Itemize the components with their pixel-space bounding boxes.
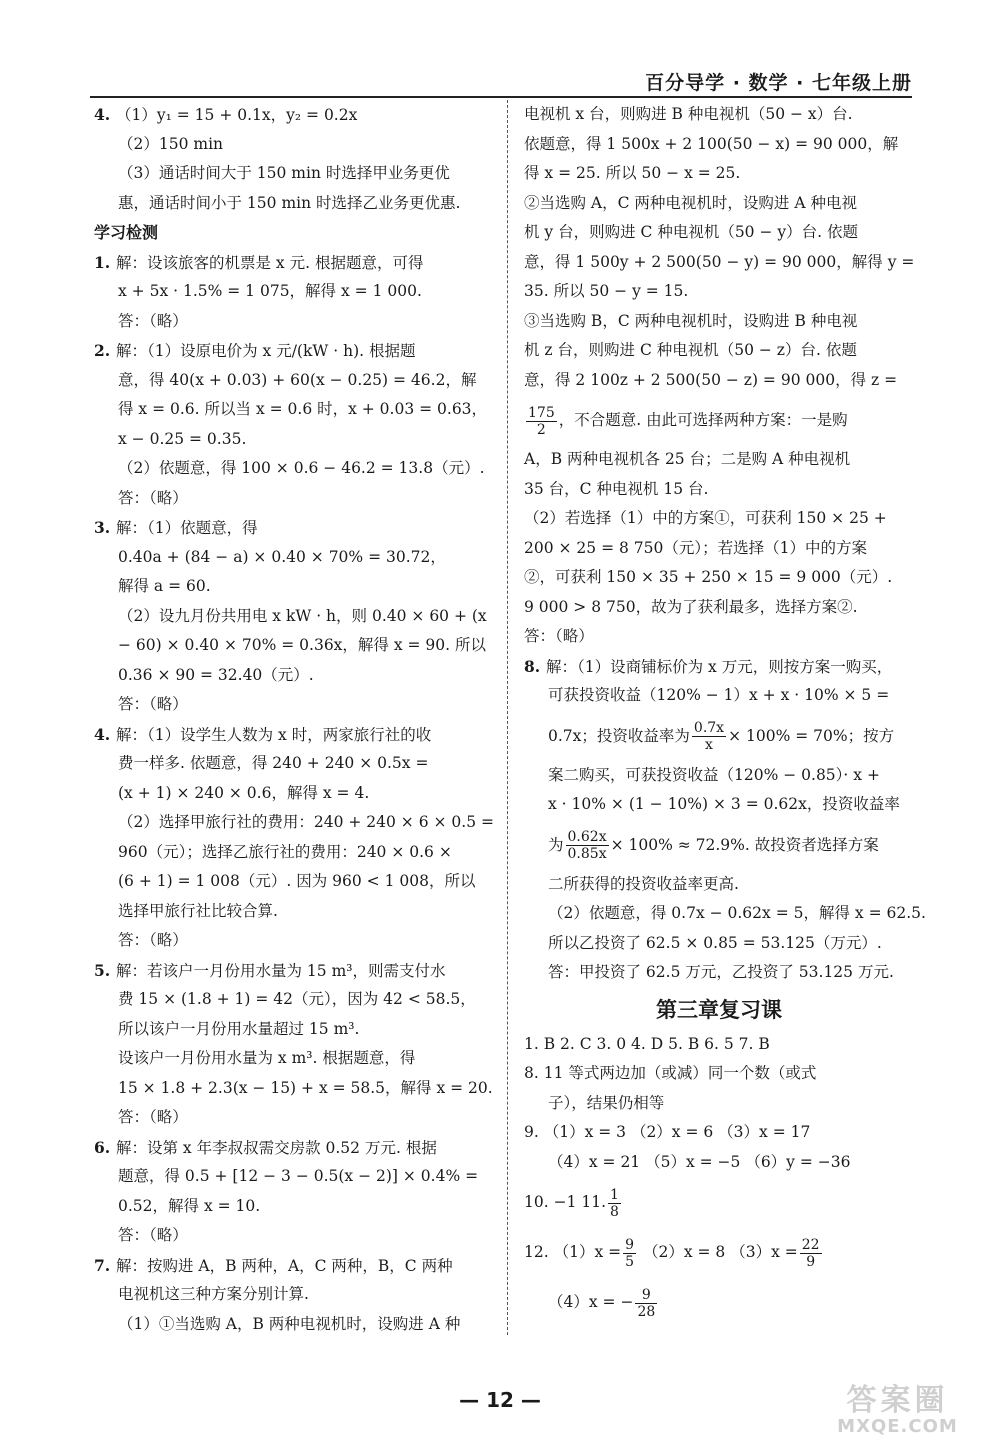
answer-line	[94, 1192, 490, 1222]
answer-line	[94, 130, 490, 160]
review-line-3: 子），结果仍相等	[548, 1093, 665, 1112]
answer-text: 0.36 × 90 = 32.40（元）.	[118, 665, 314, 684]
answer-line	[94, 602, 490, 632]
q8-line-8: （2）依题意，得 0.7x − 0.62x = 5，解得 x = 62.5.	[548, 904, 926, 922]
question-number: 2.	[94, 341, 111, 360]
q8-line-4: 案二购买，可获投资收益（120% − 0.85）· x +	[548, 765, 880, 784]
answer-text: 960（元）；选择乙旅行社的费用：240 × 0.6 ×	[118, 842, 452, 861]
review-line-6: 10. −1 11. $\frac{1}{8}$	[524, 1186, 619, 1220]
fraction-9-5: $\frac{9}{5}$	[625, 1236, 635, 1270]
answer-text: 解：（1）设原电价为 x 元/(kW · h). 根据题	[116, 342, 416, 360]
answer-text: 解：（1）依题意，得	[116, 519, 258, 537]
answer-text: 解：若该户一月份用水量为 15 m³，则需支付水	[116, 961, 446, 980]
answer-text: x + 5x · 1.5% = 1 075，解得 x = 1 000.	[118, 282, 422, 300]
q8-line-10: 答：甲投资了 62.5 万元，乙投资了 53.125 万元.	[548, 963, 894, 981]
review-line-2: 8. 11 等式两边加（或减）同一个数（或式	[524, 1064, 817, 1082]
q8-line-7: 二所获得的投资收益率更高.	[548, 874, 739, 893]
answer-text: 答：（略）	[118, 1108, 188, 1126]
answer-text: 答：（略）	[118, 695, 188, 713]
answer-line: 机 y 台，则购进 C 种电视机（50 − y）台. 依题	[524, 223, 859, 241]
answer-line	[94, 1280, 490, 1310]
review-line-8: （4）x = − $\frac{9}{28}$	[548, 1286, 656, 1320]
left-column	[94, 100, 494, 1339]
answer-text: 0.40a + (84 − a) × 0.40 × 70% = 30.72，	[118, 547, 446, 566]
answer-line: ②当选购 A，C 两种电视机时，设购进 A 种电视	[524, 193, 857, 212]
fraction-9-28: $\frac{9}{28}$	[637, 1286, 656, 1320]
q7-conclusion	[524, 445, 914, 652]
answer-line	[94, 1133, 490, 1163]
answer-text: （2）150 min	[118, 134, 224, 153]
answer-line	[94, 897, 490, 927]
watermark-logo: 答案圈 MXQE.COM	[837, 1383, 958, 1437]
answer-line	[94, 867, 490, 897]
answer-line: 200 × 25 = 8 750（元）；若选择（1）中的方案	[524, 538, 867, 557]
header-rule	[90, 96, 912, 98]
answer-line: 电视机 x 台，则购进 B 种电视机（50 − x）台.	[524, 105, 853, 123]
answer-text: (6 + 1) = 1 008（元）. 因为 960 < 1 008，所以	[118, 872, 476, 890]
answer-text: （1）y₁ = 15 + 0.1x，y₂ = 0.2x	[116, 106, 358, 124]
review-line-5: （4）x = 21 （5）x = −5 （6）y = −36	[548, 1152, 851, 1171]
answer-text: 答：（略）	[118, 488, 188, 507]
answer-text: 答：（略）	[118, 1226, 188, 1244]
column-divider	[507, 100, 508, 1335]
answer-line	[94, 926, 490, 956]
answer-line	[94, 1221, 490, 1251]
answer-line	[94, 985, 490, 1015]
answer-text: (x + 1) × 240 × 0.6，解得 x = 4.	[118, 783, 370, 802]
question-number: 5.	[94, 960, 111, 980]
answer-line	[94, 690, 490, 720]
answer-line: 得 x = 25. 所以 50 − x = 25.	[524, 164, 741, 182]
answer-text: （2）选择甲旅行社的费用：240 + 240 × 6 × 0.5 =	[118, 813, 494, 831]
answer-text: 解：（1）设学生人数为 x 时，两家旅行社的收	[116, 725, 432, 744]
answer-line	[94, 425, 490, 455]
answer-line	[94, 720, 490, 750]
answer-line	[94, 1044, 490, 1074]
answer-line: 机 z 台，则购进 C 种电视机（50 − z）台. 依题	[524, 341, 857, 359]
answer-text: （2）设九月份共用电 x kW · h，则 0.40 × 60 + (x	[118, 606, 487, 625]
answer-text: 15 × 1.8 + 2.3(x − 15) + x = 58.5，解得 x = 20.	[118, 1078, 493, 1097]
answer-line	[94, 484, 490, 514]
answer-line	[94, 749, 490, 779]
fraction-22-9: $\frac{22}{9}$	[801, 1236, 820, 1270]
question-number: 7.	[94, 1255, 111, 1275]
answer-line	[94, 808, 494, 838]
answer-line	[94, 1162, 490, 1192]
q8-line-2: 可获投资收益（120% − 1）x + x · 10% × 5 =	[548, 686, 890, 704]
answer-line	[94, 395, 490, 425]
fraction-175-2: $\frac{175}{2}$	[528, 404, 555, 438]
answer-text: 答：（略）	[118, 931, 188, 949]
review-line-4: 9. （1）x = 3 （2）x = 6 （3）x = 17	[524, 1123, 811, 1141]
answer-line	[94, 307, 490, 337]
answer-line	[94, 572, 490, 602]
answer-line	[94, 779, 490, 809]
answer-text: （3）通话时间大于 150 min 时选择甲业务更优	[118, 164, 450, 182]
answer-line: （2）若选择（1）中的方案①，可获利 150 × 25 +	[524, 509, 887, 527]
page-number: — 12 —	[459, 1388, 541, 1412]
answer-line	[94, 1074, 493, 1104]
question-number: 6.	[94, 1137, 111, 1157]
answer-text: 解得 a = 60.	[118, 577, 211, 595]
question-number: 1.	[94, 252, 111, 272]
answer-line: 依题意，得 1 500x + 2 100(50 − x) = 90 000，解	[524, 134, 899, 153]
page-header-title: 百分导学 · 数学 · 七年级上册	[645, 72, 912, 94]
answer-text: 0.52，解得 x = 10.	[118, 1196, 261, 1215]
answer-line	[94, 838, 490, 868]
question-number: 4.	[94, 105, 111, 124]
answer-text: 费 15 × (1.8 + 1) = 42（元），因为 42 < 58.5，	[118, 990, 476, 1008]
answer-text: （2）依题意，得 100 × 0.6 − 46.2 = 13.8（元）.	[118, 459, 485, 477]
q7-continuation	[524, 100, 914, 395]
answer-line	[94, 454, 490, 484]
answer-text: x − 0.25 = 0.35.	[118, 429, 247, 448]
review-line-7: 12. （1）x = $\frac{9}{5}$ （2）x = 8 （3）x = $\frac{22}{9}$	[524, 1236, 820, 1270]
answer-text: 得 x = 0.6. 所以当 x = 0.6 时，x + 0.03 = 0.63，	[118, 400, 488, 418]
right-column	[524, 100, 926, 1327]
question-number: 3.	[94, 518, 111, 537]
answer-line: 35. 所以 50 − y = 15.	[524, 282, 689, 300]
q8-line-1: 8. 解：（1）设商铺标价为 x 万元，则按方案一购买，	[524, 656, 893, 676]
answer-line: 意，得 1 500y + 2 500(50 − y) = 90 000，解得 y =	[524, 252, 915, 271]
q7-fraction-line: $\frac{175}{2}$ ，不合题意. 由此可选择两种方案：一是购	[528, 404, 848, 438]
q8-line-5: x · 10% × (1 − 10%) × 3 = 0.62x，投资收益率	[548, 795, 900, 813]
fraction-0.62x-0.85x: $\frac{0.62x}{0.85x}$	[567, 829, 607, 862]
answer-text: 选择甲旅行社比较合算.	[118, 901, 278, 920]
answer-line	[94, 1015, 490, 1045]
answer-line	[94, 277, 490, 307]
q8-line-3: 0.7x；投资收益率为 $\frac{0.7x}{x}$ × 100% = 70%；按方	[548, 720, 895, 753]
answer-text: 所以该户一月份用水量超过 15 m³.	[118, 1019, 360, 1038]
answer-text: 题意，得 0.5 + [12 − 3 − 0.5(x − 2)] × 0.4% =	[118, 1167, 479, 1185]
q8-line-6: 为 $\frac{0.62x}{0.85x}$ × 100% ≈ 72.9%. 故投资者选择方案	[548, 829, 879, 862]
answer-line	[94, 248, 490, 278]
answer-line	[94, 159, 490, 189]
answer-text: 答：（略）	[118, 311, 188, 330]
section-heading: 学习检测	[94, 223, 159, 242]
answer-line: 35 台，C 种电视机 15 台.	[524, 479, 709, 498]
review-line-1: 1. B 2. C 3. 0 4. D 5. B 6. 5 7. B	[524, 1034, 770, 1053]
answer-line	[94, 189, 490, 219]
chapter-title: 第三章复习课	[656, 997, 782, 1022]
answer-line: A，B 两种电视机各 25 台；二是购 A 种电视机	[524, 450, 851, 468]
answer-line	[94, 336, 490, 366]
answer-text: 解：设该旅客的机票是 x 元. 根据题意，可得	[116, 253, 424, 272]
answer-line	[94, 661, 490, 691]
answer-text: 解：设第 x 年李叔叔需交房款 0.52 万元. 根据	[116, 1138, 437, 1157]
question-number: 4.	[94, 724, 111, 744]
answer-line: ②，可获利 150 × 35 + 250 × 15 = 9 000（元）.	[524, 568, 893, 586]
answer-text: 意，得 40(x + 0.03) + 60(x − 0.25) = 46.2，解	[118, 370, 477, 389]
answer-text: 设该户一月份用水量为 x m³. 根据题意，得	[118, 1049, 416, 1067]
answer-text: 解：按购进 A，B 两种，A，C 两种，B，C 两种	[116, 1256, 453, 1275]
answer-line	[94, 543, 490, 573]
answer-line	[94, 513, 490, 543]
answer-text: − 60) × 0.40 × 70% = 0.36x，解得 x = 90. 所以	[118, 636, 487, 654]
answer-line	[94, 366, 490, 396]
answer-line	[94, 100, 490, 130]
answer-line: 答：（略）	[524, 627, 594, 645]
answer-line: 9 000 > 8 750，故为了获利最多，选择方案②.	[524, 597, 858, 616]
answer-text: 惠，通话时间小于 150 min 时选择乙业务更优惠.	[118, 193, 461, 212]
answer-line	[94, 956, 490, 986]
answer-line	[94, 1251, 490, 1281]
answer-line: ③当选购 B，C 两种电视机时，设购进 B 种电视	[524, 311, 858, 330]
answer-text: （1）①当选购 A，B 两种电视机时，设购进 A 种	[118, 1314, 461, 1333]
answer-line	[94, 631, 490, 661]
answer-line	[94, 1310, 490, 1340]
answer-line: 意，得 2 100z + 2 500(50 − z) = 90 000，得 z =	[524, 370, 898, 389]
answer-text: 电视机这三种方案分别计算.	[118, 1285, 309, 1303]
fraction-0.7x-x: $\frac{0.7x}{x}$	[693, 720, 725, 753]
answer-line	[94, 1103, 490, 1133]
q8-line-9: 所以乙投资了 62.5 × 0.85 = 53.125（万元）.	[548, 933, 882, 952]
fraction-1-8: $\frac{1}{8}$	[610, 1186, 619, 1220]
answer-text: 费一样多. 依题意，得 240 + 240 × 0.5x =	[118, 754, 429, 772]
